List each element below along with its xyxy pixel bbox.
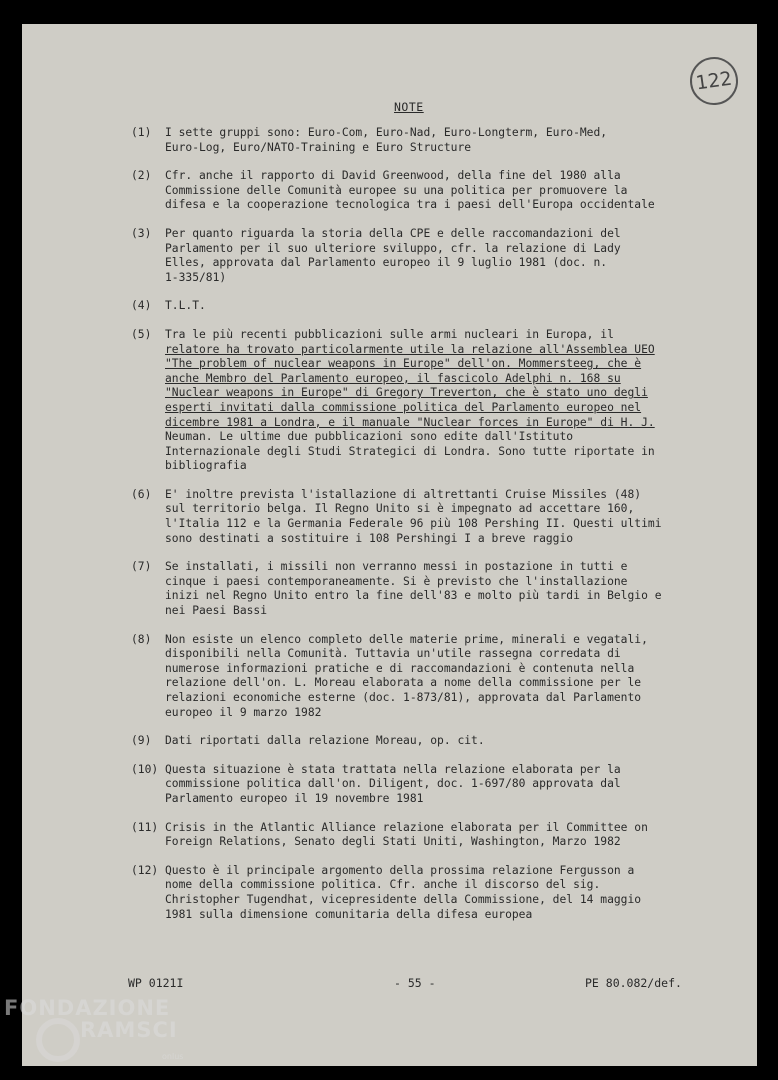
watermark-line-1: FONDAZIONE [4, 996, 171, 1020]
note-number: (3) [131, 226, 152, 240]
note-line: "Nuclear weapons in Europe" di Gregory Treverton, che è stato uno degli [165, 386, 648, 400]
note-11 [131, 821, 691, 850]
note-line: Dati riportati dalla relazione Moreau, op. cit. [165, 734, 485, 748]
note-6 [131, 488, 691, 546]
note-3 [131, 227, 691, 285]
note-line: Parlamento europeo il 19 novembre 1981 [165, 791, 424, 805]
note-line: Crisis in the Atlantic Alliance relazione elaborata per il Committee on [165, 820, 648, 834]
footer-page-number: - 55 - [394, 976, 436, 990]
note-line: Tra le più recenti pubblicazioni sulle armi nucleari in Europa, il [165, 327, 614, 341]
note-line: Internazionale degli Studi Strategici di Londra. Sono tutte riportate in [165, 444, 655, 458]
note-8 [131, 633, 691, 721]
note-line: Per quanto riguarda la storia della CPE e delle raccomandazioni del [165, 226, 621, 240]
note-line: difesa e la cooperazione tecnologica tra i paesi dell'Europa occidentale [165, 198, 655, 212]
page-title: NOTE [394, 100, 424, 114]
note-line: Se installati, i missili non verranno messi in postazione in tutti e [165, 560, 628, 574]
note-line: esperti invitati dalla commissione politica del Parlamento europeo nel [165, 400, 642, 414]
note-number: (9) [131, 734, 152, 748]
note-line: l'Italia 112 e la Germania Federale 96 più 108 Pershing II. Questi ultimi [165, 517, 662, 531]
note-line: Neuman. Le ultime due pubblicazioni sono edite dall'Istituto [165, 430, 574, 444]
note-line: "The problem of nuclear weapons in Europe" dell'on. Mommersteeg, che è [165, 357, 642, 371]
watermark-line-3: onlus [162, 1052, 184, 1061]
note-line: Commissione delle Comunità europee su una politica per promuovere la [165, 183, 628, 197]
note-line: anche Membro del Parlamento europeo, il fascicolo Adelphi n. 168 su [165, 371, 621, 385]
note-number: (5) [131, 327, 152, 341]
note-line: 1-335/81) [165, 270, 227, 284]
note-number: (1) [131, 126, 152, 139]
note-line: cinque i paesi contemporaneamente. Si è previsto che l'installazione [165, 574, 628, 588]
note-line: E' inoltre prevista l'istallazione di altrettanti Cruise Missiles (48) [165, 487, 642, 501]
g-ring-icon [36, 1018, 80, 1062]
note-line: commissione politica dall'on. Diligent, doc. 1-697/80 approvata dal [165, 777, 621, 791]
note-line: Questa situazione è stata trattata nella relazione elaborata per la [165, 762, 621, 776]
note-number: (11) [131, 820, 159, 834]
note-number: (4) [131, 299, 152, 313]
note-line: Elles, approvata dal Parlamento europeo il 9 luglio 1981 (doc. n. [165, 256, 608, 270]
page-number-stamp: 122 [687, 54, 741, 108]
note-2 [131, 169, 691, 213]
note-line: Foreign Relations, Senato degli Stati Uniti, Washington, Marzo 1982 [165, 835, 621, 849]
watermark-line-2: RAMSCI [80, 1018, 178, 1042]
note-line: inizi nel Regno Unito entro la fine dell'83 e molto più tardi in Belgio e [165, 589, 662, 603]
note-line: relazioni economiche esterne (doc. 1-873/81), approvata dal Parlamento [165, 691, 642, 704]
document-page [22, 24, 757, 1066]
note-line: disponibili nella Comunità. Tuttavia un'utile rassegna corredata di [165, 647, 621, 661]
footer-reference: PE 80.082/def. [585, 976, 682, 990]
fondazione-gramsci-watermark [4, 996, 204, 1076]
note-9 [131, 734, 691, 749]
note-number: (2) [131, 169, 152, 183]
note-line: Parlamento per il suo ulteriore sviluppo, cfr. la relazione di Lady [165, 241, 621, 255]
note-7 [131, 560, 691, 618]
note-line: nei Paesi Bassi [165, 604, 268, 618]
note-line: 1981 sulla dimensione comunitaria della difesa europea [165, 907, 533, 921]
note-5 [131, 328, 691, 474]
note-1 [131, 126, 691, 155]
note-line: nome della commissione politica. Cfr. anche il discorso del sig. [165, 878, 601, 892]
notes-list [131, 126, 691, 922]
note-line: dicembre 1981 a Londra, e il manuale "Nuclear forces in Europe" di H. J. [165, 415, 655, 429]
note-line: Non esiste un elenco completo delle materie prime, minerali e vegatali, [165, 632, 648, 646]
note-line: sono destinati a sostituire i 108 Pershingi I a breve raggio [165, 531, 574, 545]
note-12 [131, 864, 691, 922]
note-line: T.L.T. [165, 299, 206, 313]
note-line: sul territorio belga. Il Regno Unito si è impegnato ad accettare 160, [165, 502, 635, 516]
note-number: (8) [131, 632, 152, 646]
note-number: (10) [131, 762, 159, 776]
note-10 [131, 763, 691, 807]
note-line: relatore ha trovato particolarmente utile la relazione all'Assemblea UEO [165, 342, 655, 356]
note-line: numerose informazioni pratiche e di raccomandazioni è contenuta nella [165, 661, 635, 675]
note-line: Euro-Log, Euro/NATO-Training e Euro Structure [165, 140, 472, 154]
note-number: (7) [131, 560, 152, 574]
note-number: (6) [131, 487, 152, 501]
note-line: I sette gruppi sono: Euro-Com, Euro-Nad, Euro-Longterm, Euro-Med, [165, 126, 608, 139]
note-line: Christopher Tugendhat, vicepresidente della Commissione, del 14 maggio [165, 892, 642, 906]
footer-doc-code: WP 0121I [128, 976, 184, 990]
note-line: europeo il 9 marzo 1982 [165, 705, 322, 719]
note-line: bibliografia [165, 459, 247, 473]
note-line: Cfr. anche il rapporto di David Greenwood, della fine del 1980 alla [165, 169, 621, 183]
note-number: (12) [131, 863, 159, 877]
note-line: relazione dell'on. L. Moreau elaborata a nome della commissione per le [165, 676, 642, 690]
note-line: Questo è il principale argomento della prossima relazione Fergusson a [165, 863, 635, 877]
note-4 [131, 299, 691, 314]
